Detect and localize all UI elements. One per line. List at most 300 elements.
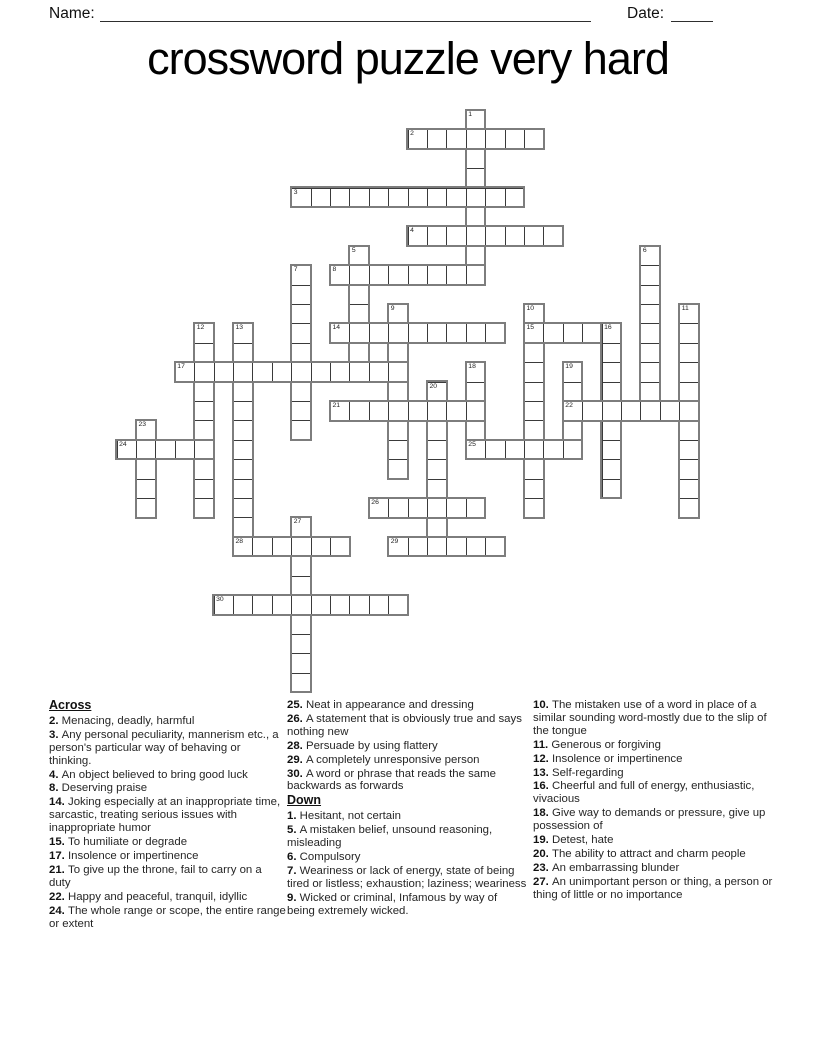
grid-cell[interactable] (233, 420, 253, 440)
grid-cell[interactable] (349, 323, 369, 343)
clue-number: 1. (287, 810, 300, 823)
grid-cell[interactable] (446, 401, 466, 421)
grid-cell[interactable] (427, 323, 447, 343)
grid-cell[interactable] (291, 634, 311, 654)
grid-cell[interactable] (330, 537, 350, 557)
grid-cell[interactable] (233, 537, 253, 557)
grid-cell[interactable] (388, 343, 408, 363)
grid-cell[interactable] (582, 401, 602, 421)
grid-cell[interactable] (291, 265, 311, 285)
grid-cell[interactable] (388, 304, 408, 324)
grid-cell[interactable] (233, 382, 253, 402)
grid-cell[interactable] (563, 401, 583, 421)
grid-cell[interactable] (388, 459, 408, 479)
clue-11 (533, 739, 773, 752)
grid-cell[interactable] (233, 362, 253, 382)
grid-cell[interactable] (563, 440, 583, 460)
grid-cell[interactable] (136, 440, 156, 460)
grid-cell[interactable] (194, 343, 214, 363)
clue-number: 19. (533, 834, 552, 847)
grid-cell[interactable] (175, 362, 195, 382)
grid-cell[interactable] (291, 673, 311, 693)
grid-cell[interactable] (330, 323, 350, 343)
grid-cell[interactable] (233, 595, 253, 615)
grid-cell[interactable] (194, 420, 214, 440)
clue-number: 8. (49, 782, 62, 795)
grid-cell[interactable] (446, 188, 466, 208)
grid-cell[interactable] (466, 382, 486, 402)
grid-cell[interactable] (602, 362, 622, 382)
grid-cell[interactable] (291, 576, 311, 596)
grid-cell[interactable] (233, 517, 253, 537)
clue-12 (533, 753, 773, 766)
grid-cell[interactable] (194, 498, 214, 518)
grid-cell[interactable] (640, 362, 660, 382)
grid-cell[interactable] (136, 479, 156, 499)
grid-cell[interactable] (524, 420, 544, 440)
grid-cell[interactable] (505, 226, 525, 246)
grid-cell[interactable] (311, 362, 331, 382)
grid-cell[interactable] (427, 382, 447, 402)
grid-cell[interactable] (602, 343, 622, 363)
cell-number: 9 (390, 305, 395, 312)
grid-cell[interactable] (446, 265, 466, 285)
grid-cell[interactable] (640, 265, 660, 285)
grid-cell[interactable] (602, 440, 622, 460)
grid-cell[interactable] (427, 479, 447, 499)
grid-cell[interactable] (427, 226, 447, 246)
grid-cell[interactable] (214, 595, 234, 615)
clue-text: Compulsory (299, 850, 361, 863)
grid-cell[interactable] (369, 498, 389, 518)
grid-cell[interactable] (349, 595, 369, 615)
cell-number: 21 (332, 402, 341, 409)
grid-cell[interactable] (679, 382, 699, 402)
grid-cell[interactable] (679, 440, 699, 460)
grid-cell[interactable] (602, 401, 622, 421)
grid-cell[interactable] (524, 498, 544, 518)
grid-cell[interactable] (388, 537, 408, 557)
clue-5 (287, 824, 528, 850)
grid-cell[interactable] (485, 226, 505, 246)
clue-text: An object believed to bring good luck (61, 768, 248, 781)
grid-cell[interactable] (349, 401, 369, 421)
clue-text: Menacing, deadly, harmful (61, 714, 195, 727)
grid-cell[interactable] (194, 459, 214, 479)
grid-cell[interactable] (388, 188, 408, 208)
grid-cell[interactable] (524, 304, 544, 324)
clue-15 (49, 836, 286, 849)
clue-number: 3. (49, 728, 62, 741)
grid-cell[interactable] (369, 188, 389, 208)
grid-cell[interactable] (194, 440, 214, 460)
grid-cell[interactable] (117, 440, 137, 460)
grid-cell[interactable] (136, 459, 156, 479)
grid-cell[interactable] (369, 595, 389, 615)
clue-number: 9. (287, 891, 300, 904)
grid-cell[interactable] (524, 323, 544, 343)
grid-cell[interactable] (466, 110, 486, 130)
cell-number: 25 (468, 440, 476, 448)
grid-cell[interactable] (330, 362, 350, 382)
cell-number: 7 (293, 266, 298, 274)
clue-text: Insolence or impertinence (68, 849, 199, 862)
grid-cell[interactable] (640, 401, 660, 421)
grid-cell[interactable] (252, 362, 272, 382)
grid-cell[interactable] (233, 323, 253, 343)
grid-cell[interactable] (505, 440, 525, 460)
clue-text: The mistaken use of a word in place of a similar sounding word-mostly due to the slip of the tongue (533, 699, 767, 737)
grid-cell[interactable] (155, 440, 175, 460)
grid-cell[interactable] (408, 537, 428, 557)
grid-cell[interactable] (291, 323, 311, 343)
grid-cell[interactable] (524, 440, 544, 460)
grid-cell[interactable] (291, 653, 311, 673)
grid-cell[interactable] (466, 265, 486, 285)
grid-cell[interactable] (427, 498, 447, 518)
grid-cell[interactable] (427, 265, 447, 285)
cell-number: 12 (196, 324, 205, 332)
clue-30 (287, 768, 528, 794)
grid-cell[interactable] (349, 265, 369, 285)
grid-cell[interactable] (602, 420, 622, 440)
grid-cell[interactable] (679, 401, 699, 421)
grid-cell[interactable] (136, 498, 156, 518)
clues-column-3 (533, 699, 773, 903)
grid-cell[interactable] (369, 265, 389, 285)
grid-cell[interactable] (679, 459, 699, 479)
grid-cell[interactable] (349, 362, 369, 382)
grid-cell[interactable] (427, 440, 447, 460)
grid-cell[interactable] (291, 595, 311, 615)
grid-cell[interactable] (640, 304, 660, 324)
grid-cell[interactable] (446, 323, 466, 343)
grid-cell[interactable] (349, 188, 369, 208)
grid-cell[interactable] (485, 188, 505, 208)
clue-number: 27. (533, 875, 552, 888)
grid-cell[interactable] (679, 420, 699, 440)
grid-cell[interactable] (446, 498, 466, 518)
grid-cell[interactable] (291, 614, 311, 634)
grid-cell[interactable] (369, 362, 389, 382)
grid-cell[interactable] (524, 343, 544, 363)
clue-text: Self-regarding (552, 766, 624, 779)
grid-cell[interactable] (330, 401, 350, 421)
grid-cell[interactable] (291, 537, 311, 557)
grid-cell[interactable] (679, 304, 699, 324)
clue-number: 18. (533, 807, 552, 820)
grid-cell[interactable] (505, 129, 525, 149)
grid-cell[interactable] (194, 382, 214, 402)
clue-number: 5. (287, 824, 300, 837)
grid-cell[interactable] (194, 401, 214, 421)
clue-text: A mistaken belief, unsound reasoning, misleading (287, 824, 493, 850)
clue-number: 14. (49, 796, 68, 809)
clue-number: 21. (49, 863, 68, 876)
grid-cell[interactable] (408, 188, 428, 208)
grid-cell[interactable] (330, 265, 350, 285)
clue-22 (49, 891, 286, 904)
grid-cell[interactable] (446, 226, 466, 246)
grid-cell[interactable] (349, 343, 369, 363)
grid-cell[interactable] (446, 129, 466, 149)
clue-number: 17. (49, 849, 68, 862)
grid-cell[interactable] (291, 304, 311, 324)
grid-cell[interactable] (194, 479, 214, 499)
grid-cell[interactable] (291, 285, 311, 305)
grid-cell[interactable] (524, 226, 544, 246)
grid-cell[interactable] (640, 382, 660, 402)
page-title: crossword puzzle very hard (147, 33, 669, 84)
grid-cell[interactable] (194, 362, 214, 382)
grid-cell[interactable] (466, 149, 486, 169)
clue-20 (533, 848, 773, 861)
grid-cell[interactable] (233, 498, 253, 518)
clue-1 (287, 810, 528, 823)
grid-cell[interactable] (427, 129, 447, 149)
grid-cell[interactable] (388, 265, 408, 285)
grid-cell[interactable] (136, 420, 156, 440)
grid-cell[interactable] (388, 595, 408, 615)
grid-cell[interactable] (679, 323, 699, 343)
grid-cell[interactable] (660, 401, 680, 421)
grid-cell[interactable] (349, 246, 369, 266)
grid-cell[interactable] (466, 168, 486, 188)
grid-cell[interactable] (291, 517, 311, 537)
grid-cell[interactable] (466, 498, 486, 518)
clue-number: 26. (287, 712, 306, 725)
grid-cell[interactable] (466, 401, 486, 421)
cell-number: 23 (138, 421, 147, 429)
grid-cell[interactable] (291, 420, 311, 440)
clue-number: 12. (533, 752, 552, 765)
cell-number: 20 (429, 382, 438, 390)
grid-cell[interactable] (640, 343, 660, 363)
grid-cell[interactable] (311, 188, 331, 208)
grid-cell[interactable] (291, 556, 311, 576)
grid-cell[interactable] (485, 440, 505, 460)
grid-cell[interactable] (291, 401, 311, 421)
name-label: Name: (49, 5, 95, 22)
grid-cell[interactable] (543, 323, 563, 343)
clue-14 (49, 796, 286, 835)
clue-text: Wicked or criminal, Infamous by way of being extremely wicked. (287, 891, 498, 917)
grid-cell[interactable] (291, 188, 311, 208)
clue-10 (533, 699, 773, 738)
grid-cell[interactable] (679, 479, 699, 499)
grid-cell[interactable] (446, 537, 466, 557)
clue-number: 24. (49, 904, 68, 917)
grid-cell[interactable] (349, 285, 369, 305)
clue-24 (49, 905, 286, 931)
grid-cell[interactable] (272, 595, 292, 615)
grid-cell[interactable] (563, 362, 583, 382)
clue-7 (287, 865, 528, 891)
grid-cell[interactable] (524, 129, 544, 149)
grid-cell[interactable] (466, 207, 486, 227)
grid-cell[interactable] (640, 246, 660, 266)
clue-number: 20. (533, 847, 552, 860)
grid-cell[interactable] (466, 323, 486, 343)
cell-number: 29 (390, 537, 399, 545)
grid-cell[interactable] (427, 420, 447, 440)
grid-cell[interactable] (233, 459, 253, 479)
grid-cell[interactable] (408, 323, 428, 343)
grid-cell[interactable] (427, 537, 447, 557)
grid-cell[interactable] (252, 537, 272, 557)
grid-cell[interactable] (524, 401, 544, 421)
grid-cell[interactable] (388, 362, 408, 382)
grid-cell[interactable] (582, 323, 602, 343)
clue-text: Weariness or lack of energy, state of being tired or listless; exhaustion; laziness; weariness (287, 864, 527, 890)
cell-number: 24 (119, 440, 127, 448)
clue-number: 4. (49, 768, 62, 781)
grid-cell[interactable] (524, 479, 544, 499)
clue-19 (533, 834, 773, 847)
grid-cell[interactable] (602, 459, 622, 479)
grid-cell[interactable] (291, 362, 311, 382)
grid-cell[interactable] (466, 362, 486, 382)
grid-cell[interactable] (388, 440, 408, 460)
cell-number: 5 (351, 246, 356, 254)
clue-21 (49, 864, 286, 890)
grid-cell[interactable] (252, 595, 272, 615)
grid-cell[interactable] (466, 226, 486, 246)
clue-4 (49, 769, 286, 782)
grid-cell[interactable] (194, 323, 214, 343)
grid-cell[interactable] (485, 323, 505, 343)
clue-text: Insolence or impertinence (552, 752, 683, 765)
grid-cell[interactable] (640, 323, 660, 343)
grid-cell[interactable] (602, 479, 622, 499)
grid-cell[interactable] (466, 537, 486, 557)
grid-cell[interactable] (272, 362, 292, 382)
grid-cell[interactable] (330, 188, 350, 208)
clues-column-1 (49, 699, 286, 931)
grid-cell[interactable] (388, 498, 408, 518)
clue-number: 25. (287, 699, 306, 711)
grid-cell[interactable] (524, 459, 544, 479)
clue-number: 23. (533, 861, 552, 874)
grid-cell[interactable] (408, 129, 428, 149)
clue-number: 13. (533, 766, 552, 779)
grid-cell[interactable] (427, 188, 447, 208)
grid-cell[interactable] (602, 323, 622, 343)
grid-cell[interactable] (349, 304, 369, 324)
grid-cell[interactable] (291, 382, 311, 402)
grid-cell[interactable] (369, 323, 389, 343)
grid-cell[interactable] (175, 440, 195, 460)
clue-26 (287, 713, 528, 739)
grid-cell[interactable] (388, 420, 408, 440)
grid-cell[interactable] (291, 343, 311, 363)
grid-cell[interactable] (466, 246, 486, 266)
clue-text: To give up the throne, fail to carry on a duty (49, 863, 262, 889)
grid-cell[interactable] (427, 459, 447, 479)
grid-cell[interactable] (679, 343, 699, 363)
cell-number: 28 (235, 537, 244, 545)
grid-cell[interactable] (602, 382, 622, 402)
cell-number: 27 (293, 518, 302, 526)
grid-cell[interactable] (408, 401, 428, 421)
cell-number: 15 (526, 324, 535, 332)
cell-number: 10 (526, 305, 535, 312)
cell-number: 30 (216, 596, 224, 603)
grid-cell[interactable] (369, 401, 389, 421)
clue-text: The ability to attract and charm people (552, 847, 746, 860)
grid-cell[interactable] (485, 537, 505, 557)
grid-cell[interactable] (679, 362, 699, 382)
grid-cell[interactable] (505, 188, 525, 208)
grid-cell[interactable] (388, 401, 408, 421)
clue-text: An embarrassing blunder (552, 861, 680, 874)
grid-cell[interactable] (563, 420, 583, 440)
grid-cell[interactable] (466, 420, 486, 440)
grid-cell[interactable] (233, 401, 253, 421)
clue-23 (533, 862, 773, 875)
cell-number: 22 (565, 402, 573, 409)
grid-cell[interactable] (563, 382, 583, 402)
grid-cell[interactable] (311, 595, 331, 615)
grid-cell[interactable] (388, 382, 408, 402)
date-input-line[interactable] (671, 21, 713, 22)
grid-cell[interactable] (466, 129, 486, 149)
grid-cell[interactable] (679, 498, 699, 518)
clue-25 (287, 699, 528, 712)
clue-28 (287, 740, 528, 753)
grid-cell[interactable] (408, 498, 428, 518)
clue-text: Happy and peaceful, tranquil, idyllic (68, 890, 248, 903)
grid-cell[interactable] (563, 323, 583, 343)
grid-cell[interactable] (233, 479, 253, 499)
clue-text: The whole range or scope, the entire range or extent (49, 904, 286, 930)
cell-number: 13 (235, 324, 244, 332)
grid-cell[interactable] (311, 537, 331, 557)
clue-17 (49, 850, 286, 863)
clue-section-header-across: Across (49, 698, 92, 712)
grid-cell[interactable] (408, 265, 428, 285)
grid-cell[interactable] (524, 362, 544, 382)
grid-cell[interactable] (543, 440, 563, 460)
clue-number: 22. (49, 890, 68, 903)
grid-cell[interactable] (485, 129, 505, 149)
grid-cell[interactable] (543, 226, 563, 246)
name-input-line[interactable] (100, 21, 591, 22)
clue-text: Deserving praise (61, 782, 148, 795)
clue-number: 15. (49, 836, 68, 849)
grid-cell[interactable] (427, 401, 447, 421)
grid-cell[interactable] (524, 382, 544, 402)
grid-cell[interactable] (233, 440, 253, 460)
clue-text: Cheerful and full of energy, enthusiastic, vivacious (533, 780, 755, 806)
grid-cell[interactable] (330, 595, 350, 615)
grid-cell[interactable] (466, 440, 486, 460)
grid-cell[interactable] (388, 323, 408, 343)
grid-cell[interactable] (214, 362, 234, 382)
grid-cell[interactable] (427, 517, 447, 537)
grid-cell[interactable] (272, 537, 292, 557)
cell-number: 8 (332, 266, 337, 274)
clue-text: A statement that is obviously true and says nothing new (287, 712, 522, 738)
clue-number: 29. (287, 753, 306, 766)
grid-cell[interactable] (640, 285, 660, 305)
grid-cell[interactable] (466, 188, 486, 208)
grid-cell[interactable] (621, 401, 641, 421)
grid-cell[interactable] (233, 343, 253, 363)
clue-number: 11. (533, 738, 552, 751)
grid-cell[interactable] (408, 226, 428, 246)
cell-number: 2 (410, 130, 414, 138)
